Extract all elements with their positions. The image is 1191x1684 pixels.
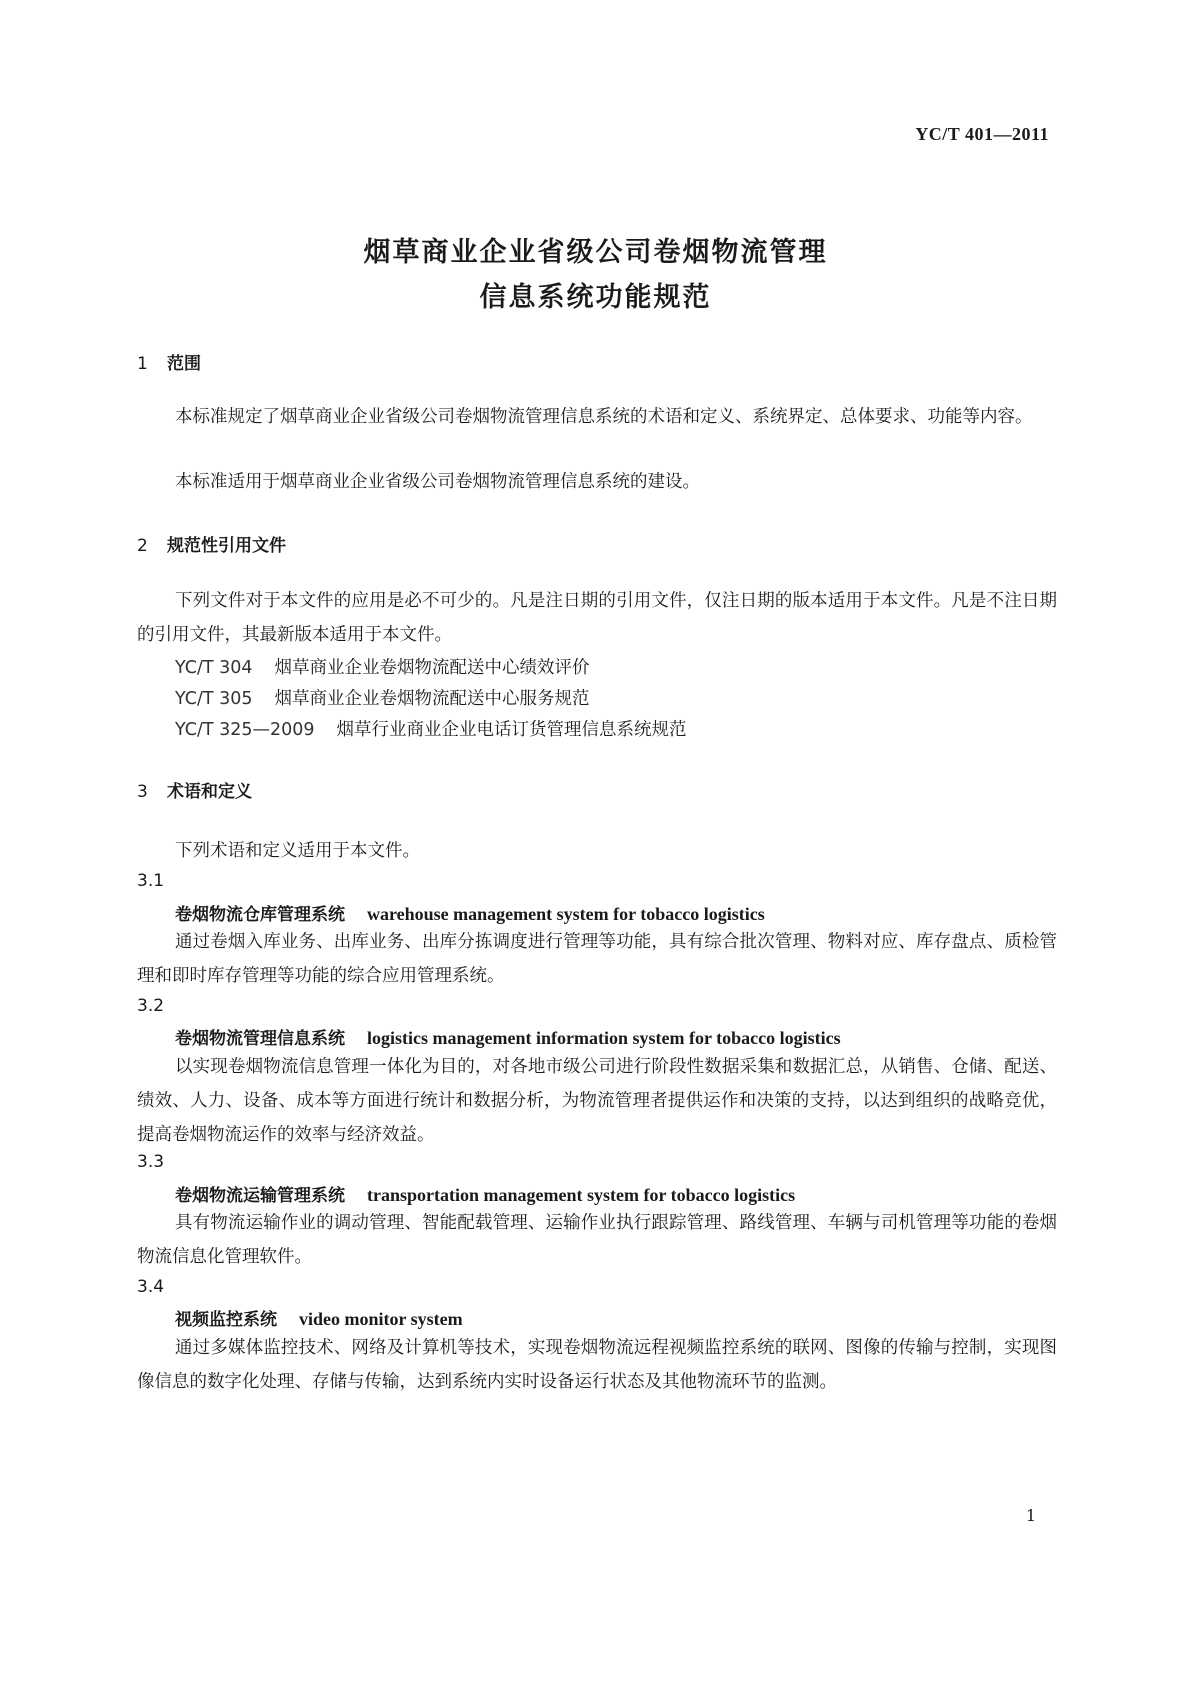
section-3-intro: 下列术语和定义适用于本文件。 [175, 841, 420, 861]
term-definition: 具有物流运输作业的调动管理、智能配载管理、运输作业执行跟踪管理、路线管理、车辆与司机管理等功能的卷烟物流信息化管理软件。 [137, 1213, 1057, 1267]
term-english: transportation management system for tobacco logistics [367, 1185, 796, 1205]
term-chinese: 卷烟物流运输管理系统 [175, 1186, 345, 1206]
section-number: 2 [137, 536, 148, 556]
section-1-paragraph-2: 本标准适用于烟草商业企业省级公司卷烟物流管理信息系统的建设。 [175, 472, 700, 492]
reference-code: YC/T 304 [175, 658, 253, 678]
normative-reference [175, 685, 590, 710]
page-number: 1 [1025, 1506, 1036, 1525]
term-english: video monitor system [299, 1309, 463, 1329]
reference-title: 烟草行业商业企业电话订货管理信息系统规范 [336, 720, 687, 740]
reference-code: YC/T 305 [175, 689, 253, 709]
clause-number: 3.3 [137, 1152, 165, 1172]
document-title-line1: 烟草商业企业省级公司卷烟物流管理 [363, 237, 828, 268]
clause-number: 3.2 [137, 996, 165, 1016]
section-title: 规范性引用文件 [167, 536, 286, 556]
normative-reference [175, 716, 687, 741]
term-english: warehouse management system for tobacco logistics [367, 904, 765, 924]
clause-number: 3.4 [137, 1277, 165, 1297]
reference-title: 烟草商业企业卷烟物流配送中心服务规范 [274, 689, 590, 709]
term-definition: 通过多媒体监控技术、网络及计算机等技术，实现卷烟物流远程视频监控系统的联网、图像的传输与控制，实现图像信息的数字化处理、存储与传输，达到系统内实时设备运行状态及其他物流环节的监测。 [137, 1338, 1057, 1392]
section-1-paragraph-1: 本标准规定了烟草商业企业省级公司卷烟物流管理信息系统的术语和定义、系统界定、总体要求、功能等内容。 [175, 407, 1033, 427]
term-definition: 通过卷烟入库业务、出库业务、出库分拣调度进行管理等功能，具有综合批次管理、物料对应、库存盘点、质检管理和即时库存管理等功能的综合应用管理系统。 [137, 932, 1057, 986]
term-heading [175, 1181, 795, 1206]
normative-reference [175, 654, 590, 679]
term-chinese: 视频监控系统 [175, 1310, 277, 1330]
section-3-heading [137, 777, 252, 802]
standard-code: YC/T 401—2011 [915, 124, 1049, 144]
term-chinese: 卷烟物流仓库管理系统 [175, 905, 345, 925]
term-english: logistics management information system for tobacco logistics [367, 1028, 841, 1048]
reference-title: 烟草商业企业卷烟物流配送中心绩效评价 [274, 658, 590, 678]
term-heading [175, 1305, 463, 1330]
section-number: 3 [137, 782, 148, 802]
term-definition: 以实现卷烟物流信息管理一体化为目的，对各地市级公司进行阶段性数据采集和数据汇总，从销售、仓储、配送、绩效、人力、设备、成本等方面进行统计和数据分析，为物流管理者提供运作和决策的支持，以达到组织的战略竞优，提高卷烟物流运作的效率与经济效益。 [137, 1057, 1057, 1145]
term-heading [175, 900, 765, 925]
term-heading [175, 1024, 841, 1049]
section-2-heading [137, 531, 286, 556]
section-1-heading [137, 349, 201, 374]
reference-code: YC/T 325—2009 [175, 720, 315, 740]
section-number: 1 [137, 354, 148, 374]
section-2-intro: 下列文件对于本文件的应用是必不可少的。凡是注日期的引用文件，仅注日期的版本适用于本文件。凡是不注日期的引用文件，其最新版本适用于本文件。 [137, 591, 1057, 645]
term-chinese: 卷烟物流管理信息系统 [175, 1029, 345, 1049]
section-title: 术语和定义 [167, 782, 252, 802]
document-title-line2: 信息系统功能规范 [479, 282, 712, 313]
section-title: 范围 [167, 354, 201, 374]
clause-number: 3.1 [137, 871, 165, 891]
